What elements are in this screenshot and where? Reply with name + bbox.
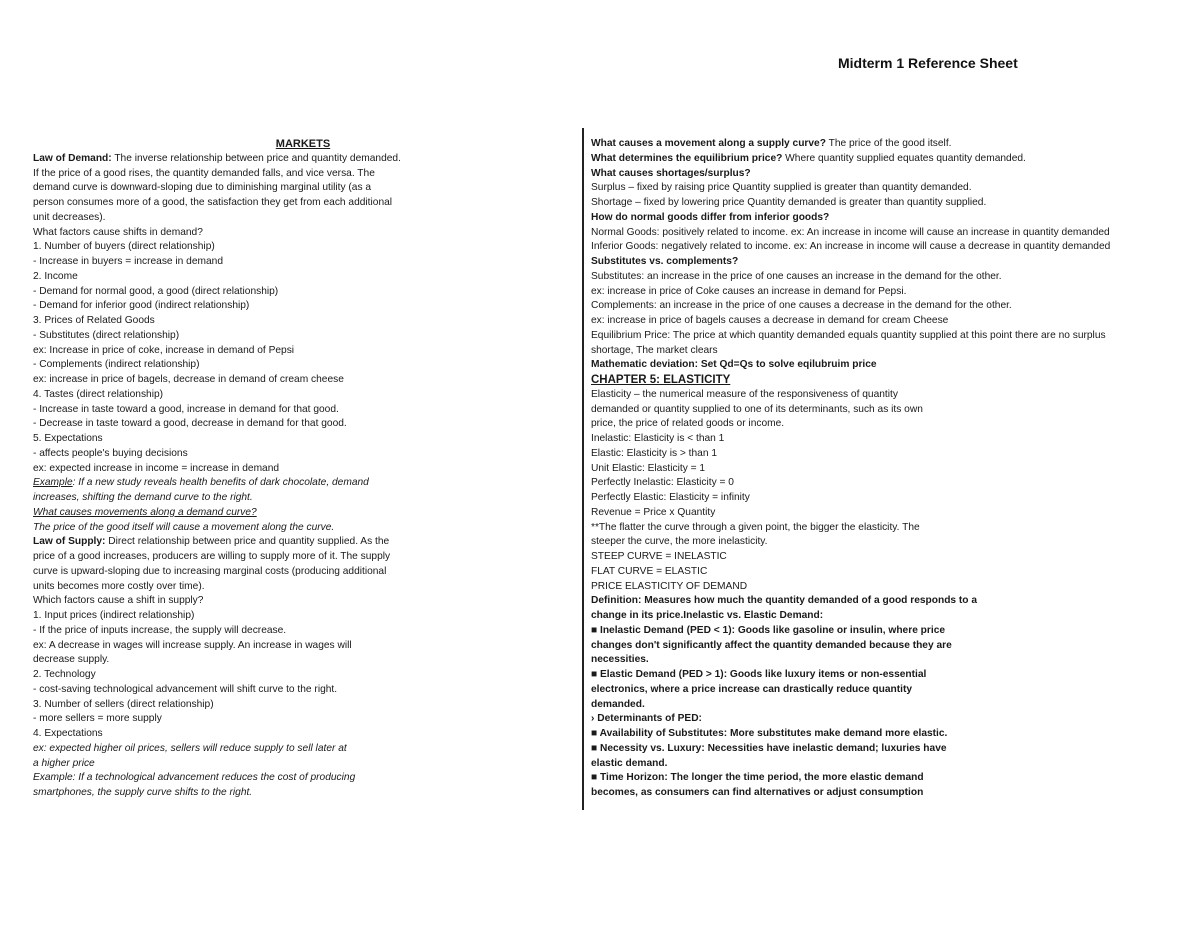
text-line [33, 668, 553, 683]
line-text: person consumes more of a good, the satisfaction they get from each additional [33, 197, 393, 208]
text-line [33, 344, 553, 359]
line-text: What factors cause shifts in demand? [33, 226, 203, 238]
line-text: ■ Time Horizon: The longer the time period, the more elastic demand [591, 772, 924, 784]
text-line [591, 462, 1148, 477]
line-text: How do normal goods differ from inferior goods? [591, 211, 830, 223]
text-line [33, 609, 553, 624]
text-line [591, 491, 1148, 506]
text-line [33, 565, 553, 580]
text-line [33, 462, 553, 477]
text-line [33, 417, 553, 432]
text-line [33, 255, 553, 270]
text-line [33, 698, 553, 713]
line-text: Which factors cause a shift in supply? [33, 595, 204, 607]
line-bold-prefix: What causes a movement along a supply curve? [591, 138, 826, 149]
line-text: demanded or quantity supplied to one of its determinants, such as its own [591, 403, 923, 415]
text-line [591, 373, 1148, 388]
line-text: - Increase in buyers = increase in demand [33, 256, 223, 267]
line-text: elastic demand. [591, 757, 668, 769]
text-line [591, 344, 1148, 359]
text-line [591, 653, 1148, 668]
text-line [591, 521, 1148, 536]
text-line [33, 240, 553, 255]
text-line [591, 609, 1148, 624]
line-text: decrease supply. [33, 654, 110, 666]
line-text: unit decreases). [33, 211, 106, 223]
line-text: ex: A decrease in wages will increase supply. An increase in wages will [33, 639, 352, 651]
text-line [591, 727, 1148, 742]
line-text: : If a new study reveals health benefits of dark chocolate, demand [72, 477, 369, 489]
text-line [591, 639, 1148, 654]
line-text: shortage, The market clears [591, 344, 718, 356]
line-text: Unit Elastic: Elasticity = 1 [591, 462, 706, 474]
line-text: - affects people's buying decisions [33, 447, 188, 459]
text-line [591, 211, 1148, 226]
line-bold-prefix: Law of Supply: [33, 536, 106, 548]
text-line [591, 270, 1148, 285]
line-text: 4. Tastes (direct relationship) [33, 388, 164, 400]
text-line [591, 432, 1148, 447]
line-text: CHAPTER 5: ELASTICITY [591, 374, 731, 386]
line-text: becomes, as consumers can find alternatives or adjust consumption [591, 787, 924, 798]
line-text: demanded. [591, 698, 645, 710]
line-text: **The flatter the curve through a given point, the bigger the elasticity. The [591, 521, 920, 533]
text-line [33, 432, 553, 447]
text-line [591, 757, 1148, 772]
text-line [33, 757, 553, 772]
text-line [33, 580, 553, 595]
text-line [591, 137, 1148, 152]
text-line [591, 550, 1148, 565]
text-line [591, 476, 1148, 491]
text-line [33, 285, 553, 300]
text-line [591, 668, 1148, 683]
line-text: - If the price of inputs increase, the supply will decrease. [33, 624, 287, 636]
text-line [33, 506, 553, 521]
left-lines [33, 152, 553, 801]
line-bold-prefix: Law of Demand: [33, 152, 112, 164]
line-text: smartphones, the supply curve shifts to the right. [33, 787, 253, 798]
line-text: Shortage – fixed by lowering price Quantity demanded is greater than quantity supplied. [591, 197, 987, 208]
line-text: Complements: an increase in the price of one causes a decrease in the demand for the other. [591, 300, 1012, 312]
text-line [591, 580, 1148, 595]
line-text: change in its price.Inelastic vs. Elastic Demand: [591, 610, 824, 621]
line-text: Equilibrium Price: The price at which quantity demanded equals quantity supplied at this point there are no surplus [591, 329, 1106, 341]
text-line [33, 727, 553, 742]
text-line [33, 639, 553, 654]
line-text: ■ Elastic Demand (PED > 1): Goods like luxury items or non-essential [591, 669, 927, 680]
line-text: Definition: Measures how much the quantity demanded of a good responds to a [591, 595, 978, 607]
line-text: Elastic: Elasticity is > than 1 [591, 447, 717, 459]
line-text: - Increase in taste toward a good, increase in demand for that good. [33, 403, 339, 415]
text-line [591, 624, 1148, 639]
line-text: - Complements (indirect relationship) [33, 359, 200, 371]
line-text: What causes movements along a demand curve? [33, 506, 257, 518]
line-text: Direct relationship between price and quantity supplied. As the [105, 536, 390, 548]
line-text: demand curve is downward-sloping due to diminishing marginal utility (as a [33, 182, 372, 194]
text-line [591, 255, 1148, 270]
line-text: STEEP CURVE = INELASTIC [591, 551, 727, 562]
line-text: - Demand for normal good, a good (direct relationship) [33, 285, 279, 297]
text-line [591, 329, 1148, 344]
line-text: 3. Prices of Related Goods [33, 315, 155, 326]
text-line [33, 786, 553, 801]
line-text: ex: expected higher oil prices, sellers will reduce supply to sell later at [33, 742, 347, 754]
line-text: Substitutes vs. complements? [591, 256, 739, 267]
text-line [591, 447, 1148, 462]
text-line [591, 786, 1148, 801]
line-text: - Demand for inferior good (indirect relationship) [33, 300, 250, 312]
text-line [33, 403, 553, 418]
text-line [33, 152, 553, 167]
text-line [591, 314, 1148, 329]
text-line [33, 742, 553, 757]
text-line [33, 594, 553, 609]
text-line [33, 521, 553, 536]
text-line [591, 167, 1148, 182]
text-line [33, 314, 553, 329]
text-line [33, 653, 553, 668]
text-line [591, 403, 1148, 418]
line-text: ex: Increase in price of coke, increase in demand of Pepsi [33, 344, 295, 356]
text-line [33, 299, 553, 314]
line-text: The price of the good itself. [825, 138, 952, 149]
line-text: Normal Goods: positively related to income. ex: An increase in income will cause an increase in quantity demanded [591, 226, 1110, 238]
line-text: What causes shortages/surplus? [591, 167, 751, 179]
line-text: Revenue = Price x Quantity [591, 506, 716, 518]
line-text: units becomes more costly over time). [33, 580, 205, 592]
line-text: 2. Technology [33, 669, 96, 680]
text-line [591, 388, 1148, 403]
line-text: 3. Number of sellers (direct relationship) [33, 698, 214, 710]
line-text: FLAT CURVE = ELASTIC [591, 565, 708, 577]
line-text: electronics, where a price increase can drastically reduce quantity [591, 683, 913, 695]
line-text: Surplus – fixed by raising price Quantity supplied is greater than quantity demanded. [591, 182, 972, 194]
text-line [591, 299, 1148, 314]
line-text: a higher price [33, 757, 95, 769]
line-bold-prefix: What determines the equilibrium price? [591, 152, 783, 164]
line-text: › Determinants of PED: [591, 713, 702, 725]
line-text: PRICE ELASTICITY OF DEMAND [591, 580, 748, 592]
column-divider [582, 128, 584, 810]
line-text: Substitutes: an increase in the price of one causes an increase in the demand for the other. [591, 270, 1002, 282]
line-text: 4. Expectations [33, 728, 103, 739]
text-line [591, 152, 1148, 167]
line-text: necessities. [591, 654, 649, 666]
line-text: If the price of a good rises, the quantity demanded falls, and vice versa. The [33, 167, 375, 179]
text-line [591, 742, 1148, 757]
text-line [33, 771, 553, 786]
line-text: Perfectly Elastic: Elasticity = infinity [591, 492, 750, 503]
left-column [33, 137, 553, 801]
text-line [591, 594, 1148, 609]
line-text: 1. Number of buyers (direct relationship) [33, 241, 215, 253]
line-text: The price of the good itself will cause a movement along the curve. [33, 521, 335, 533]
line-text: ■ Necessity vs. Luxury: Necessities have inelastic demand; luxuries have [591, 742, 947, 754]
line-text: ex: increase in price of Coke causes an increase in demand for Pepsi. [591, 285, 907, 297]
line-text: Mathematic deviation: Set Qd=Qs to solve eqilubruim price [591, 359, 877, 371]
text-line [33, 447, 553, 462]
text-line [591, 535, 1148, 550]
line-text: Example: If a technological advancement reduces the cost of producing [33, 772, 356, 784]
line-text: Inelastic: Elasticity is < than 1 [591, 433, 725, 444]
text-line [33, 270, 553, 285]
text-line [33, 388, 553, 403]
text-line [33, 624, 553, 639]
page-title: Midterm 1 Reference Sheet [838, 55, 1018, 71]
line-text: - Substitutes (direct relationship) [33, 329, 180, 341]
line-text: Inferior Goods: negatively related to income. ex: An increase in income will cause a decrease in quantity demanded [591, 241, 1111, 253]
text-line [591, 771, 1148, 786]
line-text: curve is upward-sloping due to increasing marginal costs (producing additional [33, 565, 387, 577]
line-text: price, the price of related goods or income. [591, 418, 785, 430]
text-line [591, 417, 1148, 432]
line-text: The inverse relationship between price and quantity demanded. [111, 152, 401, 164]
line-text: ex: increase in price of bagels, decrease in demand of cream cheese [33, 374, 344, 385]
text-line [33, 329, 553, 344]
line-text: Where quantity supplied equates quantity demanded. [782, 152, 1026, 164]
text-line [33, 550, 553, 565]
line-text: Perfectly Inelastic: Elasticity = 0 [591, 477, 734, 489]
text-line [33, 196, 553, 211]
line-text: - more sellers = more supply [33, 713, 162, 725]
text-line [33, 491, 553, 506]
text-line [591, 181, 1148, 196]
line-text: Elasticity – the numerical measure of the responsiveness of quantity [591, 388, 898, 400]
text-line [33, 373, 553, 388]
text-line [591, 565, 1148, 580]
right-column [591, 137, 1148, 801]
line-text: ex: increase in price of bagels causes a decrease in demand for cream Cheese [591, 315, 949, 326]
line-text: ■ Inelastic Demand (PED < 1): Goods like gasoline or insulin, where price [591, 624, 946, 636]
text-line [33, 226, 553, 241]
text-line [33, 358, 553, 373]
text-line [591, 358, 1148, 373]
text-line [591, 240, 1148, 255]
line-text: ■ Availability of Substitutes: More substitutes make demand more elastic. [591, 728, 948, 739]
text-line [33, 683, 553, 698]
text-line [33, 211, 553, 226]
text-line [591, 683, 1148, 698]
text-line [591, 712, 1148, 727]
text-line [591, 506, 1148, 521]
text-line [591, 698, 1148, 713]
line-underlined-prefix: Example [33, 477, 73, 489]
line-text: ex: expected increase in income = increase in demand [33, 462, 280, 474]
text-line [33, 167, 553, 182]
line-text: - cost-saving technological advancement will shift curve to the right. [33, 683, 338, 695]
text-line [33, 181, 553, 196]
line-text: 1. Input prices (indirect relationship) [33, 610, 195, 621]
right-lines [591, 137, 1148, 801]
text-line [591, 285, 1148, 300]
line-text: - Decrease in taste toward a good, decrease in demand for that good. [33, 418, 347, 430]
text-line [591, 196, 1148, 211]
text-line [33, 712, 553, 727]
line-text: 5. Expectations [33, 433, 103, 444]
line-text: price of a good increases, producers are willing to supply more of it. The supply [33, 551, 391, 562]
line-text: 2. Income [33, 270, 78, 282]
line-text: changes don't significantly affect the quantity demanded because they are [591, 639, 952, 651]
text-line [591, 226, 1148, 241]
markets-heading: MARKETS [275, 138, 331, 150]
line-text: increases, shifting the demand curve to the right. [33, 492, 253, 503]
text-line [33, 476, 553, 491]
line-text: steeper the curve, the more inelasticity. [591, 536, 768, 548]
text-line [33, 535, 553, 550]
